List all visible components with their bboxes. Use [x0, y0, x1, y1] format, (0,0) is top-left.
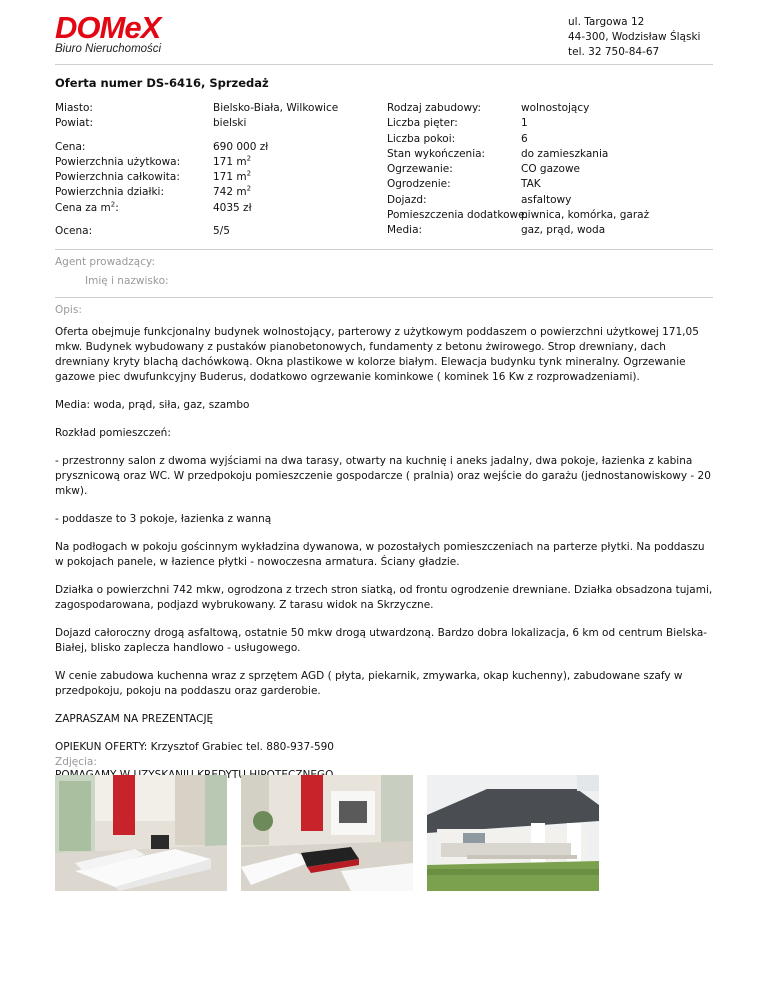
fireplace-photo[interactable]: [241, 775, 413, 891]
agent-divider: [55, 297, 713, 298]
description-paragraph: OPIEKUN OFERTY: Krzysztof Grabiec tel. 880-937-590: [55, 741, 334, 753]
detail-label: Powierzchnia użytkowa:: [55, 155, 181, 168]
description-label: Opis:: [55, 304, 82, 316]
details-right: [387, 101, 649, 239]
description-paragraph: - przestronny salon z dwoma wyjściami na dwa tarasy, otwarty na kuchnię i aneks jadalny, dwa pokoje, łazienka z kabina prysznicową oraz WC. W przedpokoju pomieszczenie gospodarcze ( pralnia) oraz wejście do garażu (jednostanowiskowy - 20 mkw).: [55, 455, 711, 497]
address-city: 44-300, Wodzisław Śląski: [568, 31, 701, 43]
address-phone: tel. 32 750-84-67: [568, 46, 660, 58]
detail-rodzaj: [387, 101, 649, 116]
detail-stan: [387, 147, 649, 162]
detail-label: Miasto:: [55, 102, 93, 114]
details-left: [55, 101, 338, 239]
detail-pow-uzytkowa: [55, 155, 338, 170]
detail-pow-calkowita: [55, 170, 338, 185]
detail-label: Media:: [387, 224, 423, 237]
detail-label: Ocena:: [55, 225, 93, 238]
detail-pow-dzialki: [55, 185, 338, 200]
detail-label: Cena:: [55, 140, 86, 153]
detail-label: Ogrzewanie:: [387, 163, 453, 176]
detail-powiat: [55, 116, 338, 131]
detail-ocena: [55, 224, 338, 239]
detail-value: 171 $m^2$: [213, 169, 252, 184]
house-exterior-photo[interactable]: [427, 775, 599, 891]
description-paragraph: Dojazd całoroczny drogą asfaltową, ostatnie 50 mkw drogą utwardzoną. Bardzo dobra lokalizacja, 6 km od centrum Bielska-Białej, blisko zaplecza handlowo - usługowego.: [55, 627, 708, 654]
offer-title: Oferta numer DS-6416, Sprzedaż: [55, 76, 269, 90]
logo-brand: DOMeX: [55, 10, 161, 45]
detail-label: Powierzchnia działki:: [55, 186, 164, 199]
agent-label: Agent prowadzący:: [55, 256, 155, 268]
detail-value: gaz, prąd, woda: [521, 224, 606, 237]
detail-ogrzewanie: [387, 162, 649, 177]
detail-value: do zamieszkania: [521, 147, 609, 160]
detail-label: Pomieszczenia dodatkowe:: [387, 209, 529, 222]
detail-value: CO gazowe: [521, 163, 581, 176]
description-paragraph: Media: woda, prąd, siła, gaz, szambo: [55, 399, 250, 411]
description-paragraph: - poddasze to 3 pokoje, łazienka z wanną: [55, 513, 272, 525]
logo-subtitle: Biuro Nieruchomości: [55, 43, 162, 55]
details-divider: [55, 249, 713, 250]
detail-label: Stan wykończenia:: [387, 147, 486, 160]
detail-pietra: [387, 116, 649, 131]
detail-value: 171 $m^2$: [213, 154, 252, 168]
detail-label: Liczba pokoi:: [387, 132, 456, 145]
living-room-photo[interactable]: [55, 775, 227, 891]
detail-pokoje: [387, 132, 649, 147]
detail-label: Cena za $m^2$:: [55, 200, 119, 214]
address-street: ul. Targowa 12: [568, 16, 645, 28]
detail-miasto: [55, 101, 338, 116]
detail-label: Powiat:: [55, 117, 93, 130]
agent-name-label: Imię i nazwisko:: [85, 275, 169, 287]
description-paragraph: Rozkład pomieszczeń:: [55, 427, 171, 439]
detail-cena: [55, 140, 338, 155]
header-divider: [55, 64, 713, 65]
photo-gallery: [55, 775, 599, 891]
detail-label: Liczba pięter:: [387, 117, 458, 130]
description-body: [55, 325, 715, 796]
detail-value: 690 000 zł: [213, 140, 269, 153]
description-paragraph: Na podłogach w pokoju gościnnym wykładzina dywanowa, w pozostałych pomieszczeniach na parterze płytki. Na poddaszu w pokojach panele, w łazience płytki - nowoczesna armatura. Ściany gładzie.: [55, 541, 705, 568]
detail-value: piwnica, komórka, garaż: [521, 209, 650, 222]
description-paragraph: ZAPRASZAM NA PREZENTACJĘ: [55, 713, 214, 725]
detail-value: 742 $m^2$: [213, 184, 252, 199]
detail-value: wolnostojący: [521, 102, 590, 114]
detail-dojazd: [387, 193, 649, 208]
agency-address: [568, 15, 700, 60]
detail-value: 4035 zł: [213, 201, 252, 214]
company-logo: [55, 10, 162, 55]
detail-media: [387, 223, 649, 238]
detail-label: Dojazd:: [387, 193, 427, 206]
detail-value: asfaltowy: [521, 193, 572, 206]
description-paragraph: W cenie zabudowa kuchenna wraz z sprzętem AGD ( płyta, piekarnik, zmywarka, okap kuchenny), zabudowane szafy w przedpokoju, pokoju na poddaszu oraz garderobie.: [55, 670, 683, 697]
detail-value: 5/5: [213, 225, 230, 238]
detail-value: 6: [521, 132, 528, 145]
detail-value: TAK: [521, 178, 541, 191]
detail-value: bielski: [213, 117, 247, 130]
detail-pomieszczenia: [387, 208, 649, 223]
detail-cena-m2: [55, 201, 338, 216]
detail-label: Ogrodzenie:: [387, 178, 451, 191]
description-paragraph: Działka o powierzchni 742 mkw, ogrodzona z trzech stron siatką, od frontu ogrodzenie drewniane. Działka obsadzona tujami, zagospodarowana, podjazd wybrukowany. Z tarasu widok na Skrzyczne.: [55, 584, 713, 611]
detail-label: Powierzchnia całkowita:: [55, 171, 180, 184]
detail-ogrodzenie: [387, 177, 649, 192]
detail-label: Rodzaj zabudowy:: [387, 102, 482, 114]
detail-value: Bielsko-Biała, Wilkowice: [213, 102, 339, 114]
description-paragraph: Oferta obejmuje funkcjonalny budynek wolnostojący, parterowy z użytkowym poddaszem o powierzchni użytkowej 171,05 mkw. Budynek wybudowany z pustaków pianobetonowych, fundamenty z betonu żwirowego. Strop drewniany, dach drewniany kryty blachą dachówkową. Okna plastikowe w kolorze białym. Elewacja budynku tynk mineralny. Ogrzewanie gazowe piec dwufunkcyjny Buderus, dodatkowo ogrzewanie kominkowe ( kominek 16 Kw z rozprowadzeniami).: [55, 326, 699, 383]
photos-label: Zdjęcia:: [55, 756, 97, 768]
detail-value: 1: [521, 117, 528, 130]
